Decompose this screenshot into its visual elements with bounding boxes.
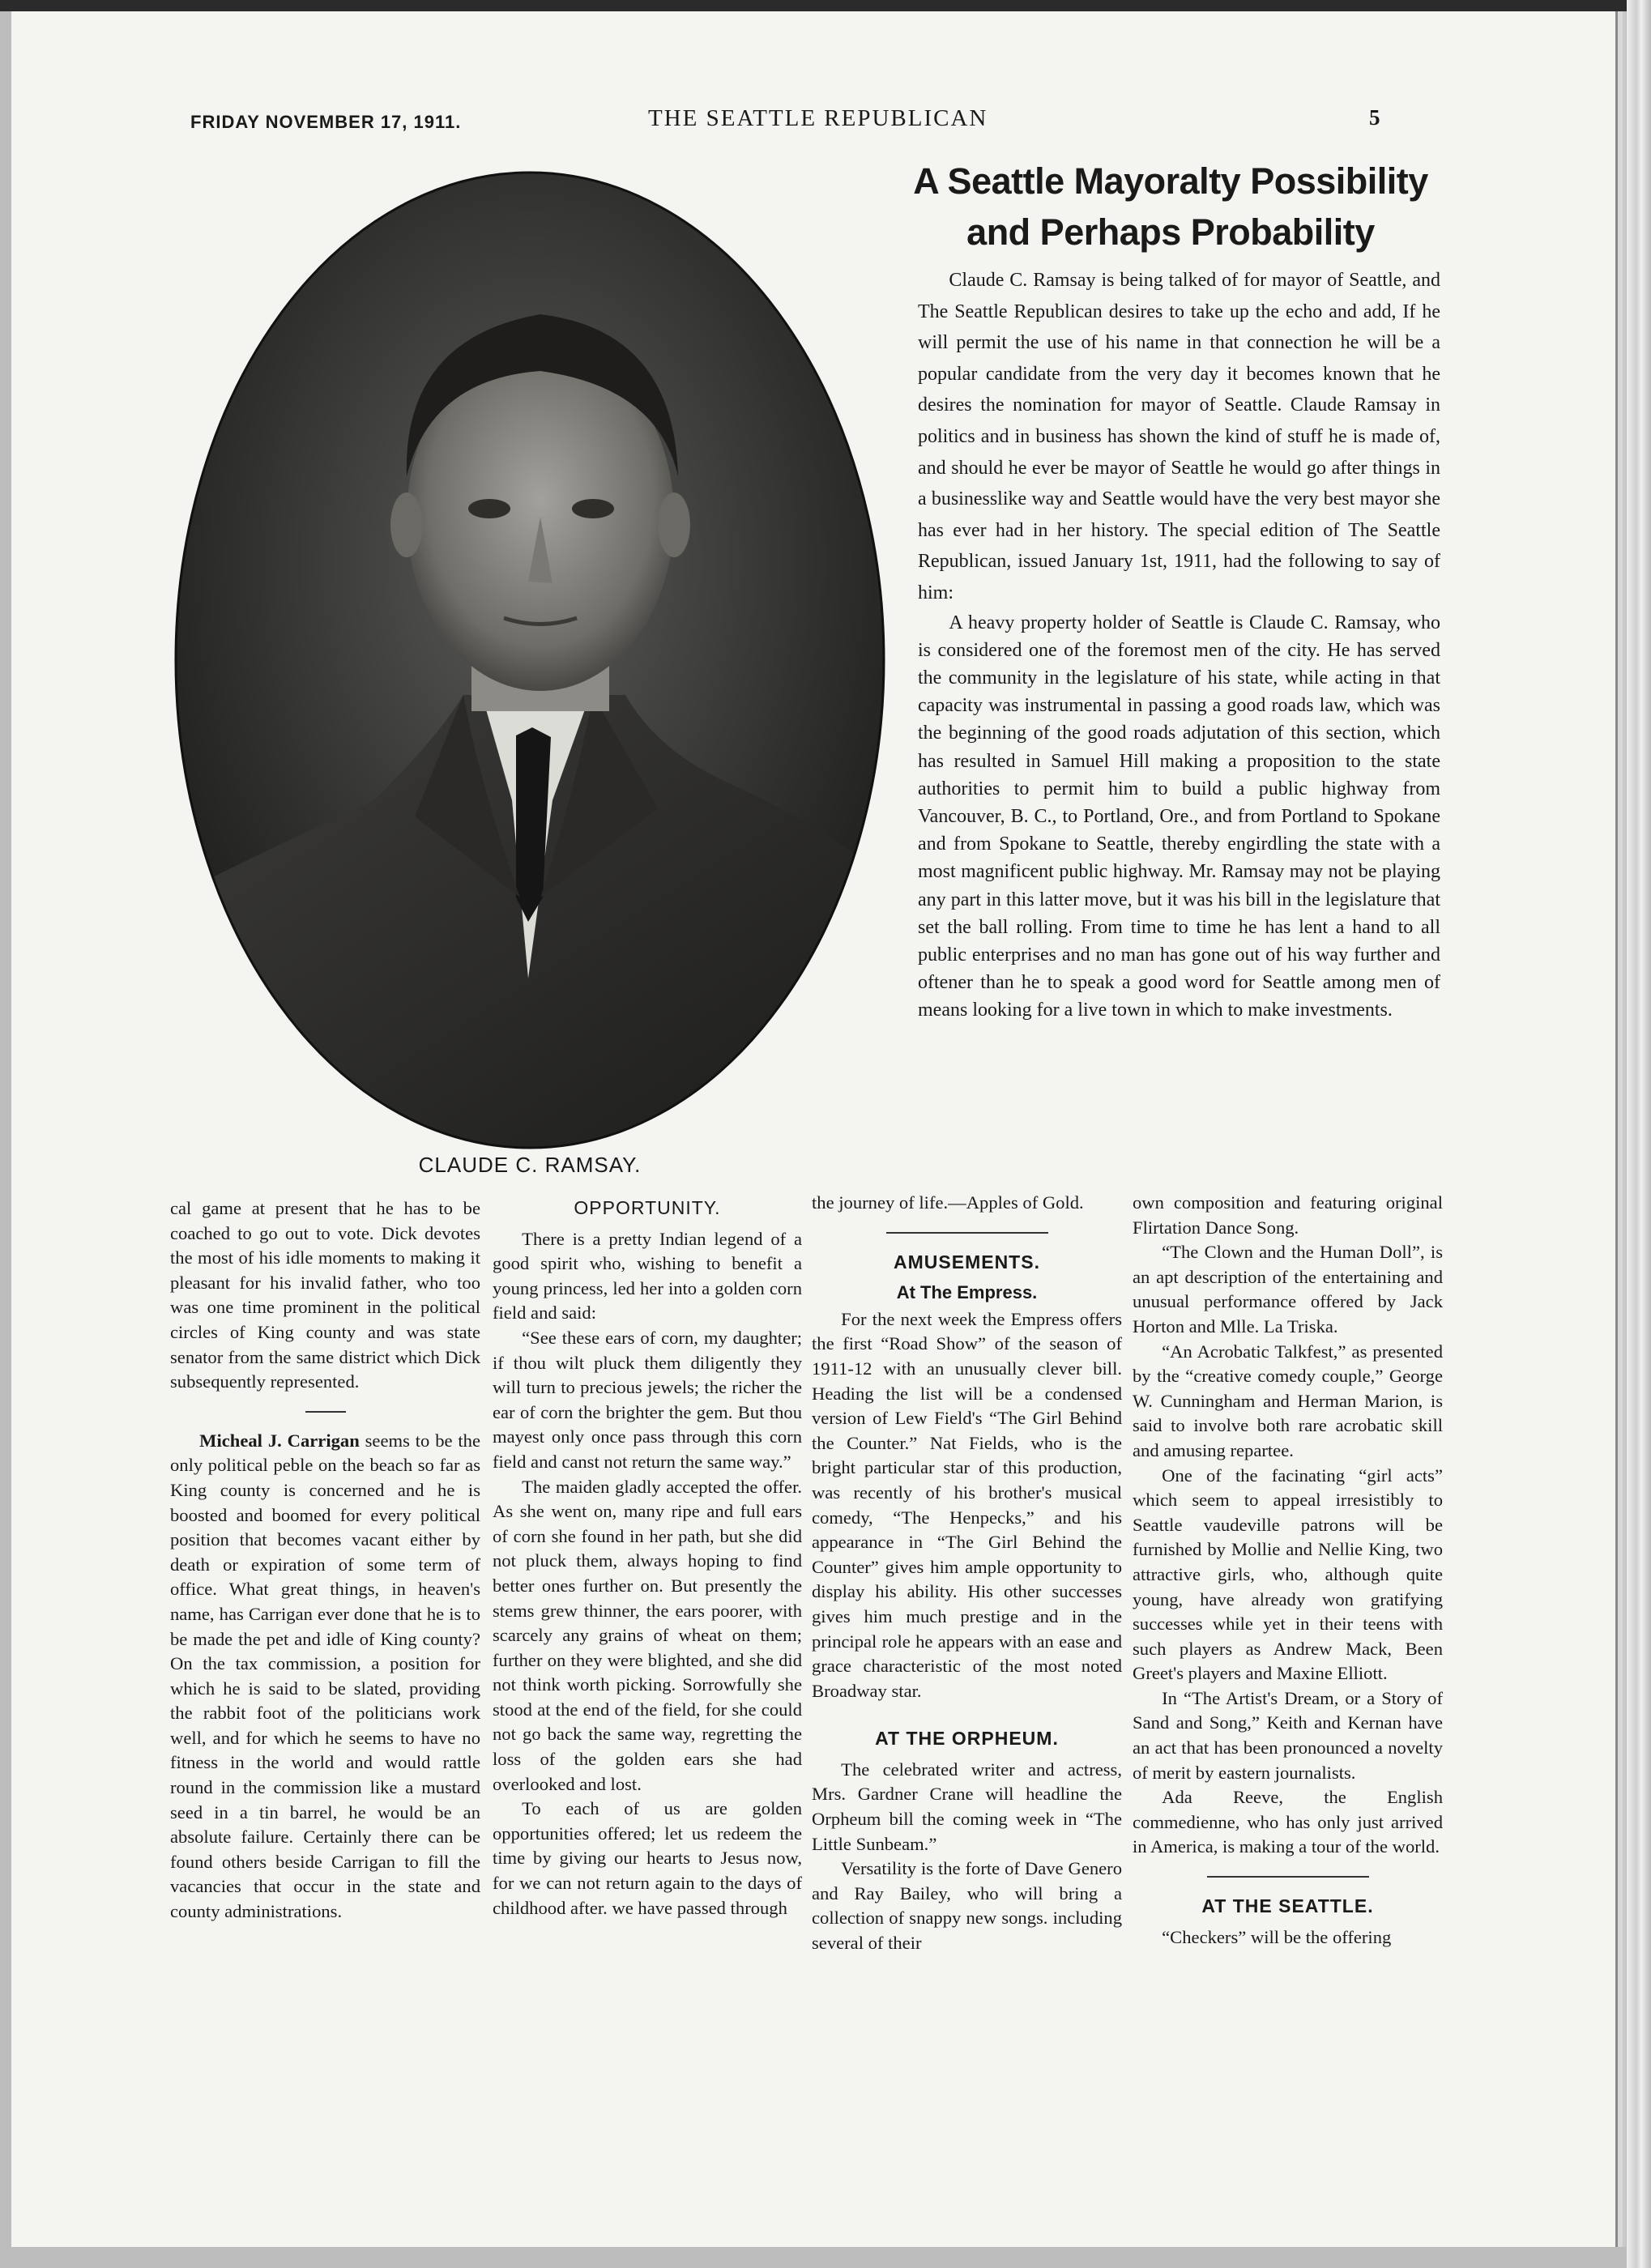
orpheum-paragraph: The celebrated writer and actress, Mrs. Gardner Crane will headline the Orpheum bill the coming week in “The Little Sunbeam.” — [812, 1759, 1122, 1854]
portrait-photo — [172, 168, 888, 1152]
section-divider — [1207, 1876, 1369, 1878]
column-4-paragraph: Ada Reeve, the English commedienne, who has only just arrived in America, is making a tour of the world. — [1133, 1787, 1443, 1857]
article-headline — [907, 156, 1434, 258]
article-paragraph: Claude C. Ramsay is being talked of for mayor of Seattle, and The Seattle Republican desires to take up the echo and add, If he will permit the use of his name in that connection he will be a popular candidate from the very day it becomes known that he desires the nomination for mayor of Seattle. Claude Ramsay in politics and in business has shown the kind of stuff he is made of, and should he ever be mayor of Seattle he would go after things in a businesslike way and Seattle would have the very best mayor she has ever had in her history. The special edition of The Seattle Republican, issued January 1st, 1911, had the following to say of him: — [918, 270, 1440, 603]
masthead-title: THE SEATTLE REPUBLICAN — [648, 105, 988, 131]
amusements-title: AMUSEMENTS. — [894, 1251, 1040, 1273]
page-edge — [1627, 0, 1651, 2268]
column-4-paragraph: “The Clown and the Human Doll”, is an apt description of the entertaining and unusual performance offered by Jack Horton and Mlle. La Triska. — [1133, 1242, 1443, 1336]
empress-paragraph: For the next week the Empress offers the first “Road Show” of the season of 1911-12 with an unusually clever bill. Heading the list will be a condensed version of Lew Field's “The Girl Behind the Counter.” Nat Fields, who is the bright particular star of this production, was recently of his brother's musical comedy, “The Henpecks,” and his appearance in “The Girl Behind the Counter” gives him ample opportunity to display his ability. His other successes gives him much prestige and in the principal role he appears with an ease and grace characteristic of the most noted Broadway star. — [812, 1308, 1122, 1701]
carrigan-text: seems to be the only political peble on the beach so far as King county is concerned and he is boosted and boomed for every political position that becomes vacant either by death or expiration of some term of office. What great things, in heaven's name, has Carrigan ever done that he is to be made the pet and idle of King county? On the tax commission, a position for which he is said to be slated, providing the rabbit foot of the politicians work well, and for which he seems to have no fitness in the world and would rattle round in the commission like a mustard seed in a tin barrel, he would be an absolute failure. Certainly there can be found others beside Carrigan to fill the vacancies that occur in the state and county administrations. — [170, 1430, 480, 1922]
page-number: 5 — [1369, 105, 1380, 130]
issue-date: FRIDAY NOVEMBER 17, 1911. — [190, 112, 462, 132]
headline-line-1: A Seattle Mayoralty Possibility — [913, 160, 1428, 202]
section-divider — [886, 1232, 1048, 1234]
seattle-title: AT THE SEATTLE. — [1201, 1895, 1374, 1917]
column-1-paragraph: cal game at present that he has to be coached to go out to vote. Dick devotes the most of his idle moments to making it pleasant for his invalid father, who too was one time prominent in the political circles of King county and was state senator from the same district which Dick subsequently represented. — [170, 1198, 480, 1392]
column-2 — [493, 1191, 802, 1921]
orpheum-paragraph: Versatility is the forte of Dave Genero and Ray Bailey, who will bring a collection of snappy new songs. including several of their — [812, 1858, 1122, 1954]
orpheum-title: AT THE ORPHEUM. — [875, 1728, 1059, 1750]
article-body — [918, 265, 1440, 1025]
carrigan-paragraph — [170, 1429, 480, 1925]
article-quote-paragraph: A heavy property holder of Seattle is Claude C. Ramsay, who is considered one of the foremost men of the city. He has served the community in the legislature of his state, while acting in that capacity was instrumental in passing a good roads law, which was the beginning of the good roads adjutation of this section, which has resulted in Samuel Hill making a proposition to the state authorities to permit him to build a public highway from Vancouver, B. C., to Portland, Ore., and from Portland to Spokane and from Spokane to Seattle, thereby engirdling the state with a most magnificent public highway. Mr. Ramsay may not be playing any part in this latter move, but it was his bill in the legislature that set the ball rolling. From time to time he has lent a hand to all public enterprises and no man has gone out of his way further and oftener than he to speak a good word for Seattle among men of means looking for a live town in which to make investments. — [918, 612, 1440, 1021]
opportunity-paragraph: The maiden gladly accepted the offer. As she went on, many ripe and full ears of corn she found in her path, but she did not pluck them, always hoping to find better ones further on. But presently the stems grew thinner, the ears poorer, with scarcely any grains of wheat on them; further on they were blighted, and she did not think worth picking. Sorrowfully she stood at the end of the field, for she could not go back the same way, regretting the loss of the golden ears she had overlooked and lost. — [493, 1476, 802, 1794]
column-1 — [170, 1196, 480, 1925]
opportunity-paragraph: There is a pretty Indian legend of a good spirit who, wishing to benefit a young princess, led her into a golden corn field and said: — [493, 1228, 802, 1324]
opportunity-paragraph: To each of us are golden opportunities offered; let us redeem the time by giving our hearts to Jesus now, for we can not return again to the days of childhood after. we have passed through — [493, 1798, 802, 1918]
empress-subtitle: At The Empress. — [896, 1282, 1038, 1303]
column-4-paragraph: One of the facinating “girl acts” which seem to appeal irresistibly to Seattle vaudeville patrons will be furnished by Mollie and Nellie King, two attractive girls, who, although quite young, have already won gratifying successes while yet in their teens with such players as Andrew Mack, Been Greet's players and Maxine Elliott. — [1133, 1464, 1443, 1684]
opportunity-paragraph: “See these ears of corn, my daughter; if thou wilt pluck them diligently they will turn to precious jewels; the richer the ear of corn the brighter the gem. But thou mayest only once pass through this corn field and canst not return the same way.” — [493, 1327, 802, 1472]
column-4-paragraph: own composition and featuring original Flirtation Dance Song. — [1133, 1192, 1443, 1238]
column-4-paragraph: “An Acrobatic Talkfest,” as presented by the “creative comedy couple,” George W. Cunningham and Herman Marion, is said to involve both rare acrobatic skill and amusing repartee. — [1133, 1341, 1443, 1460]
column-4 — [1133, 1191, 1443, 1950]
seattle-paragraph: “Checkers” will be the offering — [1162, 1926, 1392, 1947]
opportunity-title: OPPORTUNITY. — [574, 1197, 721, 1218]
headline-line-2: and Perhaps Probability — [966, 211, 1375, 253]
scan-top-border — [0, 0, 1651, 11]
column-4-paragraph: In “The Artist's Dream, or a Story of Sand and Song,” Keith and Kernan have an act that has been pronounced a novelty of merit by eastern journalists. — [1133, 1687, 1443, 1783]
portrait-caption: CLAUDE C. RAMSAY. — [418, 1153, 642, 1177]
column-3-paragraph: the journey of life.—Apples of Gold. — [812, 1192, 1084, 1213]
carrigan-name: Micheal J. Carrigan — [199, 1430, 360, 1451]
column-divider — [305, 1411, 346, 1413]
column-3 — [812, 1191, 1122, 1956]
